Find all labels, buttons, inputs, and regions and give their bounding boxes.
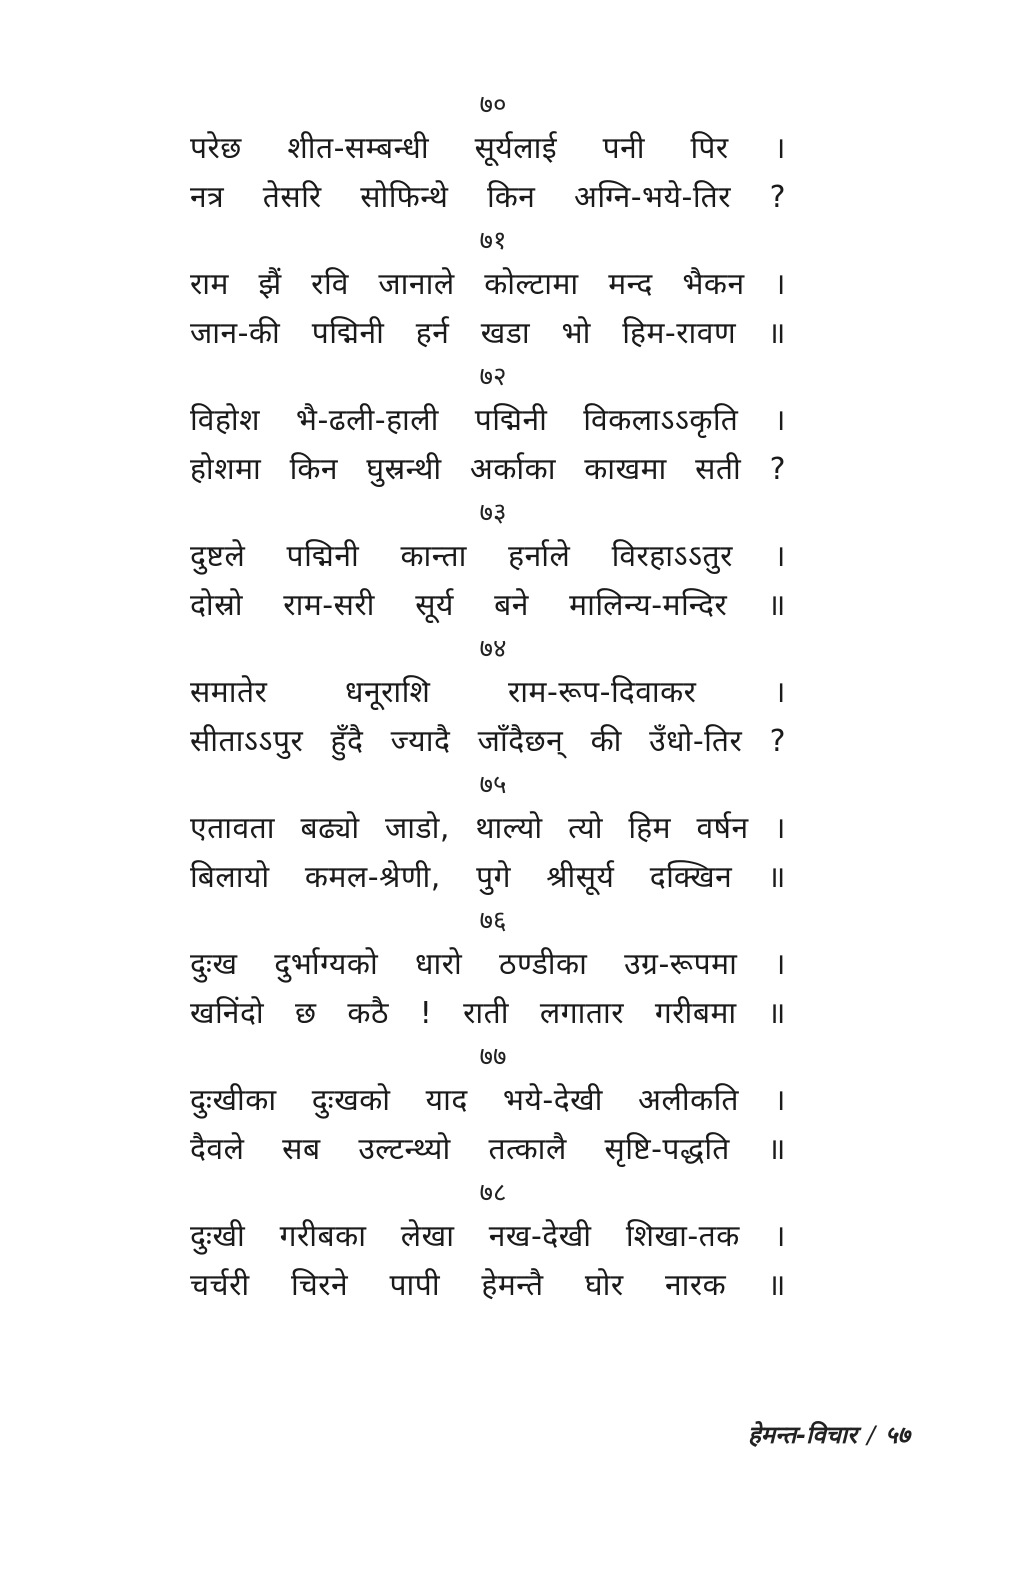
stanza-number: ७२ <box>479 362 507 392</box>
stanza-77 <box>190 1038 786 1174</box>
verse-list <box>190 86 786 1310</box>
stanza-number: ७१ <box>479 226 507 256</box>
verse-line: दुःखी गरीबका लेखा नख-देखी शिखा-तक । <box>190 1219 786 1254</box>
stanza-number: ७७ <box>479 1042 507 1072</box>
stanza-74 <box>190 630 786 766</box>
stanza-73 <box>190 494 786 630</box>
verse-line: दुःख दुर्भाग्यको धारो ठण्डीका उग्र-रूपमा । <box>190 947 786 982</box>
verse-line: दैवले सब उल्टन्थ्यो तत्कालै सृष्टि-पद्धति ॥ <box>190 1132 786 1167</box>
stanza-number: ७४ <box>479 634 507 664</box>
verse-line: दोस्रो राम-सरी सूर्य बने मालिन्य-मन्दिर ॥ <box>190 588 786 623</box>
verse-line: सीताऽऽपुर हुँदै ज्यादै जाँदैछन् की उँधो-तिर ? <box>190 724 786 759</box>
verse-line: नत्र तेसरि सोफिन्थे किन अग्नि-भये-तिर ? <box>190 180 786 215</box>
page-number: ५७ <box>885 1421 910 1449</box>
stanza-number: ७८ <box>479 1178 507 1208</box>
page-footer <box>620 1418 910 1451</box>
stanza-76 <box>190 902 786 1038</box>
stanza-78 <box>190 1174 786 1310</box>
stanza-71 <box>190 222 786 358</box>
stanza-number: ७० <box>479 90 507 120</box>
verse-line: समातेर धनूराशि राम-रूप-दिवाकर । <box>190 675 786 710</box>
verse-line: राम झैं रवि जानाले कोल्टामा मन्द भैकन । <box>190 267 786 302</box>
verse-line: खनिंदो छ कठै ! राती लगातार गरीबमा ॥ <box>190 996 786 1031</box>
stanza-number: ७५ <box>479 770 507 800</box>
running-title: हेमन्त-विचार <box>747 1421 857 1449</box>
verse-line: एतावता बढ्यो जाडो, थाल्यो त्यो हिम वर्षन । <box>190 811 786 846</box>
stanza-75 <box>190 766 786 902</box>
verse-line: जान-की पद्मिनी हर्न खडा भो हिम-रावण ॥ <box>190 316 786 351</box>
stanza-70 <box>190 86 786 222</box>
verse-line: दुष्टले पद्मिनी कान्ता हर्नाले विरहाऽऽतुर । <box>190 539 786 574</box>
verse-line: परेछ शीत-सम्बन्धी सूर्यलाई पनी पिर । <box>190 131 786 166</box>
verse-line: दुःखीका दुःखको याद भये-देखी अलीकति । <box>190 1083 786 1118</box>
verse-line: चर्चरी चिरने पापी हेमन्तै घोर नारक ॥ <box>190 1268 786 1303</box>
verse-line: बिलायो कमल-श्रेणी, पुगे श्रीसूर्य दक्खिन ॥ <box>190 860 786 895</box>
stanza-72 <box>190 358 786 494</box>
verse-line: होशमा किन घुस्रन्थी अर्काका काखमा सती ? <box>190 452 786 487</box>
footer-separator: / <box>866 1421 876 1449</box>
stanza-number: ७६ <box>479 906 507 936</box>
verse-line: विहोश भै-ढली-हाली पद्मिनी विकलाऽऽकृति । <box>190 403 786 438</box>
stanza-number: ७३ <box>479 498 507 528</box>
